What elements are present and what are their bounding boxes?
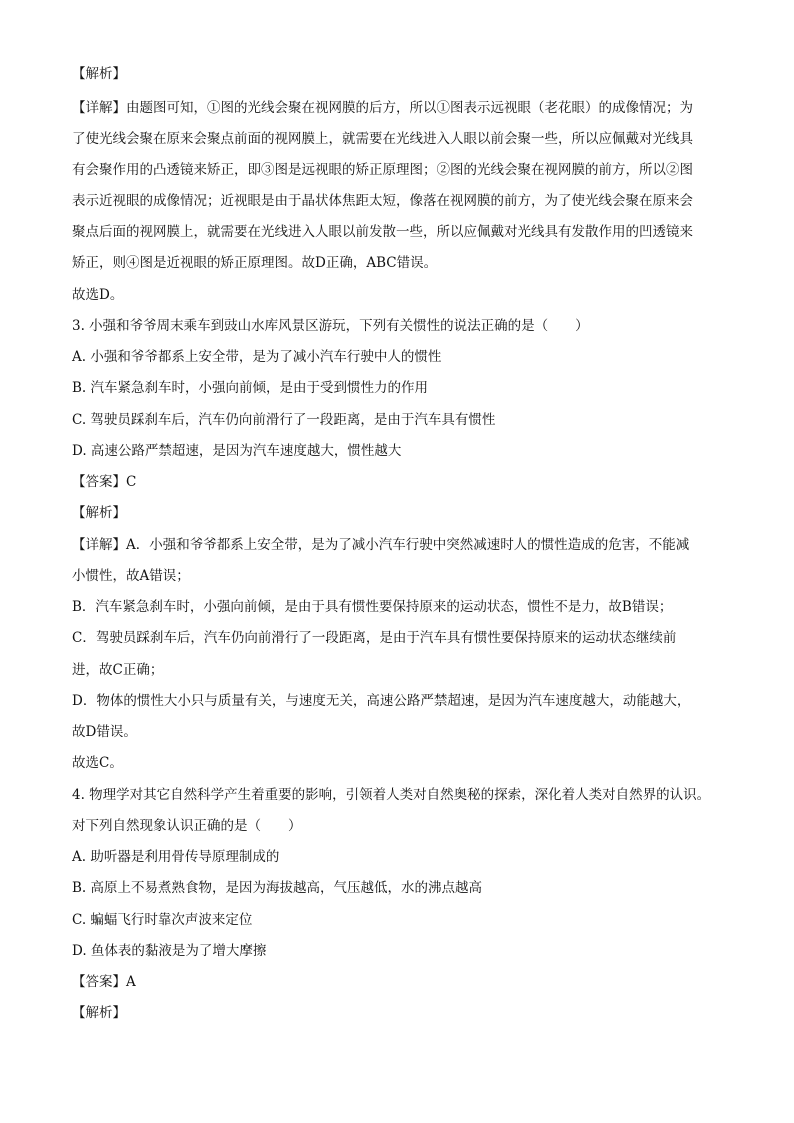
analysis-heading: 【解析】 <box>72 505 126 521</box>
question-4-option-c: C. 蝙蝠飞行时靠次声波来定位 <box>72 912 253 928</box>
analysis-heading: 【解析】 <box>72 66 126 82</box>
conclusion-line: 故选D。 <box>72 287 124 303</box>
detail-paragraph-line: 有会聚作用的凸透镜来矫正，即③图是远视眼的矫正原理图；②图的光线会聚在视网膜的前方，所以②图 <box>72 162 693 178</box>
detail-paragraph-line: D．物体的惯性大小只与质量有关，与速度无关，高速公路严禁超速，是因为汽车速度越大，动能越大， <box>72 693 691 709</box>
detail-paragraph-line: C．驾驶员踩刹车后，汽车仍向前滑行了一段距离，是由于汽车具有惯性要保持原来的运动状态继续前 <box>72 630 677 646</box>
detail-paragraph-line: 【详解】由题图可知，①图的光线会聚在视网膜的后方，所以①图表示远视眼（老花眼）的成像情况；为 <box>72 100 693 116</box>
question-3-option-a: A. 小强和爷爷都系上安全带，是为了减小汽车行驶中人的惯性 <box>72 349 442 365</box>
question-3-option-b: B. 汽车紧急刹车时，小强向前倾，是由于受到惯性力的作用 <box>72 380 429 396</box>
question-4-stem: 4. 物理学对其它自然科学产生着重要的影响，引领着人类对自然奥秘的探索，深化着人类对自然界的认识。 <box>72 787 711 803</box>
analysis-heading: 【解析】 <box>72 1005 126 1021</box>
detail-paragraph-line: 聚点后面的视网膜上，就需要在光线进入人眼以前发散一些，所以应佩戴对光线具有发散作用的凹透镜来 <box>72 224 693 240</box>
detail-paragraph-line: 表示近视眼的成像情况；近视眼是由于晶状体焦距太短，像落在视网膜的前方，为了使光线会聚在原来会 <box>72 193 693 209</box>
detail-paragraph-line: 进，故C正确； <box>72 662 164 678</box>
detail-paragraph-line: 了使光线会聚在原来会聚点前面的视网膜上，就需要在光线进入人眼以前会聚一些，所以应佩戴对光线具 <box>72 131 693 147</box>
question-4-option-a: A. 助听器是利用骨传导原理制成的 <box>72 849 280 865</box>
detail-paragraph-line: 矫正，则④图是近视眼的矫正原理图。故D正确，ABC错误。 <box>72 255 438 271</box>
question-4-option-d: D. 鱼体表的黏液是为了增大摩擦 <box>72 943 267 959</box>
detail-paragraph-line: 小惯性，故A错误； <box>72 568 190 584</box>
detail-paragraph-line: B．汽车紧急刹车时，小强向前倾，是由于具有惯性要保持原来的运动状态，惯性不是力，故B错误； <box>72 599 673 615</box>
question-4-option-b: B. 高原上不易煮熟食物，是因为海拔越高，气压越低，水的沸点越高 <box>72 880 483 896</box>
detail-paragraph-line: 故D错误。 <box>72 724 137 740</box>
answer-heading: 【答案】A <box>72 974 136 990</box>
answer-heading: 【答案】C <box>72 474 137 490</box>
question-3-option-c: C. 驾驶员踩刹车后，汽车仍向前滑行了一段距离，是由于汽车具有惯性 <box>72 412 496 428</box>
question-4-stem-cont: 对下列自然现象认识正确的是（ ） <box>72 818 302 834</box>
detail-paragraph-line: 【详解】A．小强和爷爷都系上安全带，是为了减小汽车行驶中突然减速时人的惯性造成的危害，不能减 <box>72 537 690 553</box>
conclusion-line: 故选C。 <box>72 755 123 771</box>
question-3-option-d: D. 高速公路严禁超速，是因为汽车速度越大，惯性越大 <box>72 443 402 459</box>
question-3-stem: 3. 小强和爷爷周末乘车到豉山水库风景区游玩，下列有关惯性的说法正确的是（ ） <box>72 318 589 334</box>
